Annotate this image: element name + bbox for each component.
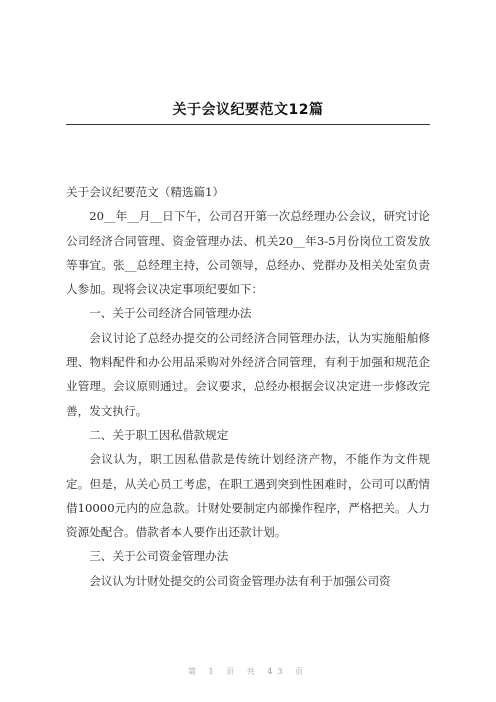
item-heading: 一、关于公司经济合同管理办法 (89, 306, 252, 321)
body-paragraph: 20__年__月__日下午，公司召开第一次总经理办公会议，研究讨论公司经济合同管理、资金管理办法、机关20__年3-5月份岗位工资发放等事宜。张__总经理主持，公司领导，总经办、党群办及相关处室负责人参加。现将会议决定事项纪要如下： (66, 209, 430, 297)
body-paragraph: 会议讨论了总经办提交的公司经济合同管理办法，认为实施船舶修理、物料配件和办公用品采购对外经济合同管理，有利于加强和规范企业管理。会议原则通过。会议要求，总经办根据会议决定进一步修改完善，发文执行。 (66, 330, 430, 418)
item-heading: 三、关于公司资金管理办法 (89, 549, 229, 564)
page-number: 第 1 页 共 43 页 (188, 667, 308, 676)
document-body (66, 180, 430, 593)
body-paragraph: 会议认为计财处提交的公司资金管理办法有利于加强公司资 (89, 573, 391, 588)
title-divider (66, 124, 430, 125)
body-paragraph: 会议认为，职工因私借款是传统计划经济产物，不能作为文件规定。但是，从关心员工考虑，在职工遇到突到性困难时，公司可以酌情借10000元内的应急款。计财处要制定内部操作程序，严格把关。人力资源处配合。借款者本人要作出还款计划。 (66, 452, 430, 540)
document-title: 关于会议纪要范文12篇 (172, 102, 324, 118)
item-heading: 二、关于职工因私借款规定 (89, 427, 229, 442)
section-heading: 关于会议纪要范文（精选篇1） (66, 185, 225, 199)
